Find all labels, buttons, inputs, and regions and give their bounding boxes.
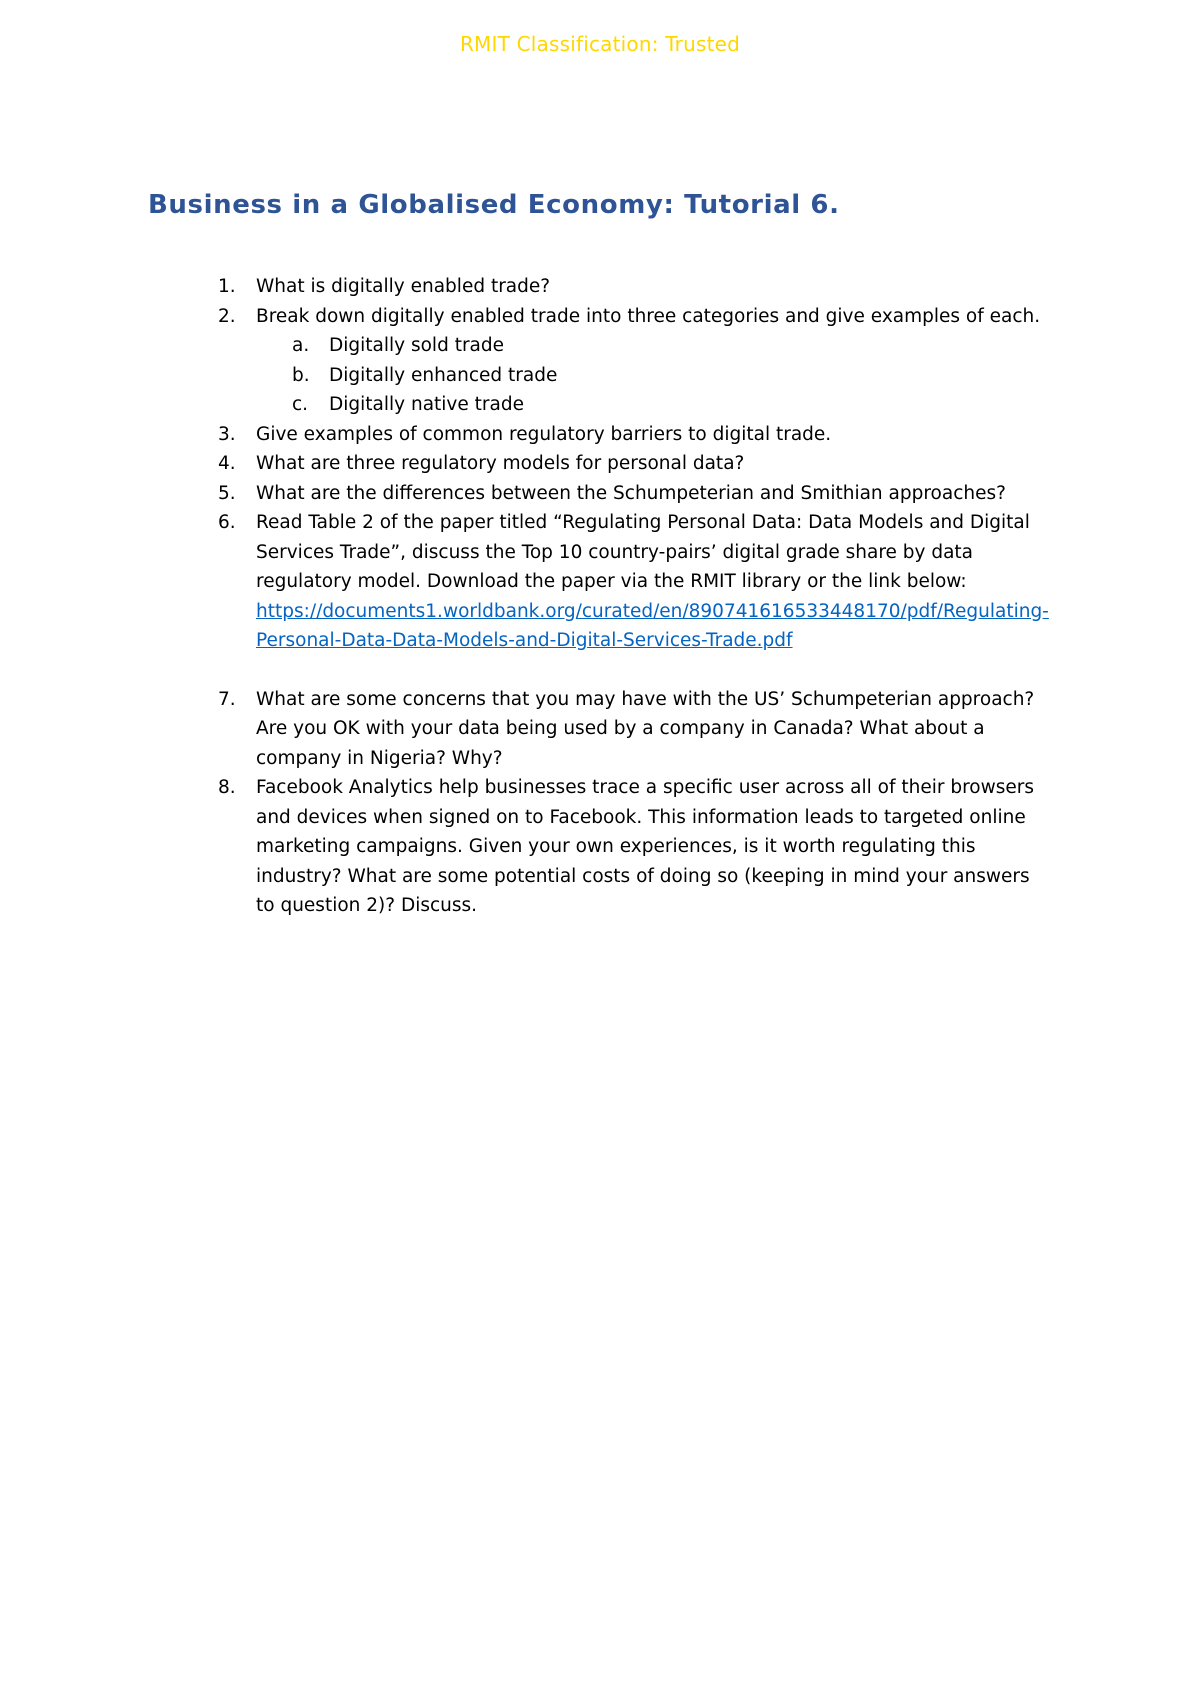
question-item-2: [160, 302, 1080, 420]
question-text: What are the differences between the Schumpeterian and Smithian approaches?: [256, 482, 1006, 504]
paper-link[interactable]: https://documents1.worldbank.org/curated/en/890741616533448170/pdf/Regulating-Personal-Data-Data-Models-and-Digital-Services-Trade.pdf: [256, 600, 1049, 651]
sub-question-marker: a.: [292, 335, 310, 356]
question-text: Give examples of common regulatory barriers to digital trade.: [256, 423, 832, 445]
classification-header: RMIT Classification: Trusted: [459, 32, 741, 56]
question-item-6: [160, 508, 1080, 656]
question-number: 8.: [218, 777, 236, 798]
question-text: What are three regulatory models for personal data?: [256, 453, 745, 474]
question-item-8: [160, 773, 1080, 921]
sub-question-text: Digitally native trade: [329, 394, 524, 415]
question-number: 4.: [218, 453, 236, 474]
sub-question-item-b: [256, 361, 1080, 391]
document-title: Business in a Globalised Economy: Tutorial 6.: [148, 190, 840, 220]
question-item-3: [160, 420, 1080, 450]
question-number: 3.: [218, 423, 236, 445]
sub-question-text: Digitally enhanced trade: [329, 364, 558, 386]
sub-question-marker: b.: [292, 364, 310, 386]
question-text: What is digitally enabled trade?: [256, 276, 551, 297]
question-number: 7.: [218, 688, 236, 710]
question-number: 6.: [218, 512, 236, 533]
sub-question-item-a: [256, 331, 1080, 361]
sub-question-list: [256, 331, 1080, 420]
question-number: 1.: [218, 276, 236, 297]
question-item-5: [160, 479, 1080, 509]
question-item-1: [160, 272, 1080, 302]
question-text: Break down digitally enabled trade into three categories and give examples of each.: [256, 305, 1041, 327]
sub-question-item-c: [256, 390, 1080, 420]
question-text: Facebook Analytics help businesses trace a specific user across all of their browsers and devices when signed on to Facebook. This information leads to targeted online marketing campaigns. Given your own experiences, is it worth regulating this industry? What are some potential costs of doing so (keeping in mind your answers to question 2)? Discuss.: [256, 777, 1034, 916]
question-number: 2.: [218, 305, 236, 327]
sub-question-text: Digitally sold trade: [329, 335, 505, 356]
question-text: Read Table 2 of the paper titled “Regulating Personal Data: Data Models and Digital Services Trade”, discuss the Top 10 country-pairs’ digital grade share by data regulatory model. Download the paper via the RMIT library or the link below:: [256, 512, 1030, 592]
question-text: What are some concerns that you may have with the US’ Schumpeterian approach? Are you OK with your data being used by a company in Canada? What about a company in Nigeria? Why?: [256, 688, 1035, 769]
sub-question-marker: c.: [292, 394, 309, 415]
question-item-7: [160, 685, 1080, 774]
question-list: [160, 272, 1080, 921]
question-item-4: [160, 449, 1080, 479]
question-number: 5.: [218, 482, 236, 504]
